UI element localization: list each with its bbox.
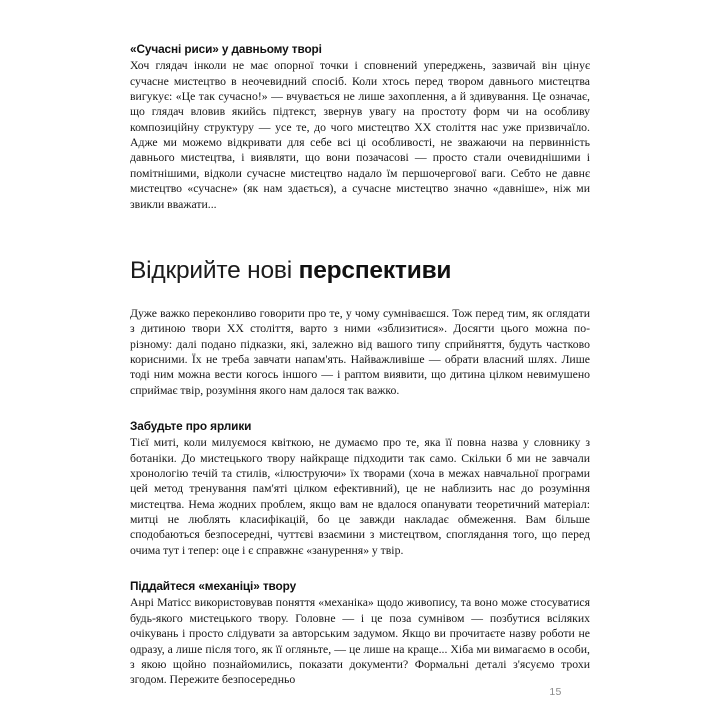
chapter-intro-paragraph: Дуже важко переконливо говорити про те, у чому сумніваєшся. Тож перед тим, як оглядати з дитиною твори XX століття, варто з ними «зблизитися». Досягти цього можна по-різному: далі подано підказки, які, залежно від вашого типу сприйняття, будуть частково корисними. Їх не треба завчати напам'ять. Найважливіше — обрати власний шлях. Лише тоді ним можна вести когось іншого — і раптом виявити, що дитина цілком невимушено сприймає твір, розуміння якого нам далося так важко.: [130, 306, 590, 397]
spacer-before-tip-2: [130, 558, 590, 579]
section-heading-mechanics: Піддайтеся «механіці» твору: [130, 579, 297, 594]
section-heading-modern-features: «Сучасні риси» у давньому творі: [130, 42, 322, 56]
section-heading-forget-labels: Забудьте про ярлики: [130, 418, 252, 433]
page-folio: [0, 686, 720, 698]
chapter-title-light: Відкрийте нові: [130, 256, 292, 284]
chapter-title: [130, 256, 590, 286]
spacer-after-chapter-title: [130, 286, 590, 306]
section-paragraph-forget-labels: Тієї миті, коли милуємося квіткою, не думаємо про те, яка її повна назва у словнику з ботаніки. До мистецького твору найкраще підходити так само. Скільки б ми не завчали хронологію течій та стилів, «ілюструючи» їх творами (хоча в межах навчальної програми цей метод тренування пам'яті цілком ефективний), це не наблизить нас до розуміння мистецтва. Нема жодних проблем, якщо вам не вдалося опанувати теоретичний матеріал: митці не люблять класифікацій, бо це завжди накладає обмеження. Вам більше сподобаються безпосередні, чуттєві взаємини з мистецтвом, споглядання того, що перед очима тут і тепер: оце і є справжнє «занурення» у твір.: [130, 436, 590, 557]
section-forget-labels: [130, 419, 590, 558]
section-modern-features: [130, 42, 590, 212]
section-mechanics: [130, 579, 590, 687]
spacer-before-chapter-title: [130, 212, 590, 256]
page-content-column: [130, 42, 590, 688]
section-paragraph-mechanics: Анрі Матісс використовував поняття «механіка» щодо живопису, та воно може стосуватися будь-якого мистецького твору. Головне — і це поза сумнівом — позбутися всіляких очікувань і просто слідувати за авторським задумом. Якщо ви прочитаєте назву роботи не одразу, а лише після того, як її огляньте, — це лише на краще... Хіба ми вимагаємо в особи, з якою щойно познайомились, показати документи? Формальні деталі з'ясуємо трохи згодом. Пережите безпосередньо: [130, 596, 590, 687]
spacer-before-tip-1: [130, 398, 590, 419]
chapter-title-bold: перспективи: [298, 256, 452, 284]
section-paragraph-modern-features: Хоч глядач інколи не має опорної точки і сповнений упереджень, зазвичай він цінує сучасне мистецтво в неочевидний спосіб. Коли хтось перед твором давнього мистецтва вигукує: «Це так сучасно!» — вчувається не лише захоплення, а й здивування. Це означає, що глядач вловив якийсь підтекст, звернув увагу на простоту форм чи на особливу композиційну структуру — усе те, до чого мистецтво XX століття нас уже призвичаїло. Адже ми можемо відкривати для себе всі ці особливості, не зважаючи на первинність давнього мистецтва, і виявляти, що вони позачасові — просто стали очевиднішими і помітнішими, відколи сучасне мистецтво надало їм першочергової ваги. Себто не давнє мистецтво «сучасне» (як нам здається), а сучасне мистецтво значно «давніше», ніж ми звикли вважати...: [130, 59, 590, 211]
page-number: 15: [549, 686, 562, 698]
